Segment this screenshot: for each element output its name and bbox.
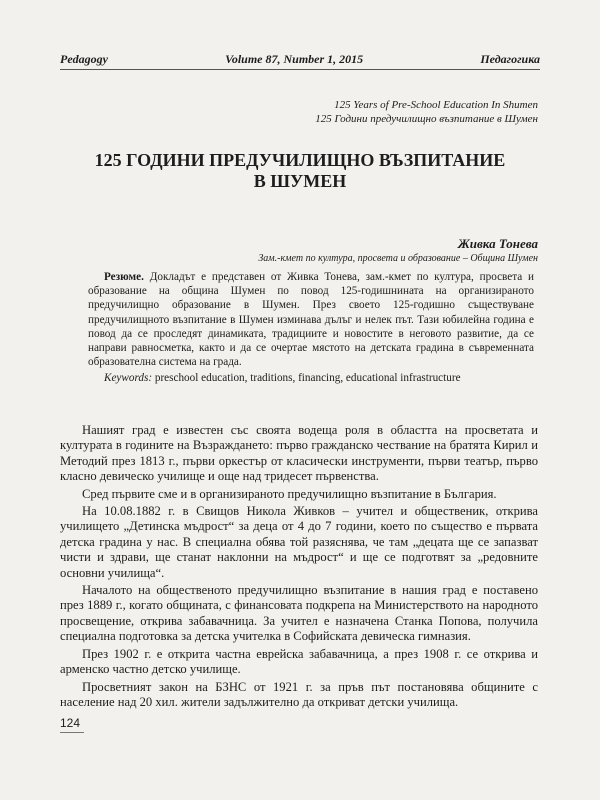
subtitle-block bbox=[315, 98, 538, 126]
article-body bbox=[60, 423, 538, 712]
header-journal-en: Pedagogy bbox=[60, 52, 108, 66]
body-paragraph: Нашият град е известен със своята водеща роля в областта на просветата и културата в годините на Възраждането: първо гражданско чествание на братята Кирил и Методий през 1813 г., първи оркестър от класически инструменти, първи театър, първо класно девическо училище и още над тридесет първенства. bbox=[60, 423, 538, 484]
author-affiliation: Зам.-кмет по култура, просвета и образование – Община Шумен bbox=[258, 253, 538, 264]
subtitle-bg: 125 Години предучилищно възпитание в Шумен bbox=[315, 113, 538, 125]
abstract-label: Резюме. bbox=[104, 271, 144, 283]
subtitle-en: 125 Years of Pre-School Education In Shumen bbox=[334, 99, 538, 111]
header-rule bbox=[60, 69, 540, 70]
body-paragraph: Просветният закон на БЗНС от 1921 г. за пръв път постановява общините с население над 20 хил. жители задължително да откриват детски училища. bbox=[60, 679, 538, 709]
abstract-text: Докладът е представен от Живка Тонева, зам.-кмет по култура, просвета и образование на община Шумен по повод 125-годишнината на организираното предучилищно образование в Шумен. През своето 125-годишно съществуване предучилищното възпитание в Шумен изминава дълъг и нелек път. Тази юбилейна година е повод да се проследят динамиката, традициите и новостите в неговото развитие, да се направи равносметка, както и да се очертае мястото на детската градина в съвременната образователна система на града. bbox=[88, 271, 534, 369]
title-line-2: В ШУМЕН bbox=[253, 171, 347, 191]
header-volume: Volume 87, Number 1, 2015 bbox=[225, 52, 364, 66]
abstract-paragraph bbox=[88, 270, 534, 369]
article-title bbox=[60, 150, 540, 192]
title-line-1: 125 ГОДИНИ ПРЕДУЧИЛИЩНО ВЪЗПИТАНИЕ bbox=[94, 150, 506, 170]
body-paragraph: Сред първите сме и в организираното предучилищно възпитание в България. bbox=[82, 486, 497, 501]
body-paragraph: През 1902 г. е открита частна еврейска забавачница, а през 1908 г. се открива и арменско частно детско училище. bbox=[60, 646, 538, 677]
keywords-text: preschool education, traditions, financing, educational infrastructure bbox=[154, 372, 461, 385]
author-name: Живка Тонева bbox=[457, 236, 538, 251]
keywords-line bbox=[88, 371, 534, 385]
running-header bbox=[60, 52, 540, 67]
body-paragraph: На 10.08.1882 г. в Свищов Никола Живков – учител и общественик, открива училището „Детинска мъдрост“ за деца от 4 до 7 години, което по същество е първата детска градина у нас. В специална обява той разяснява, че там „децата ще се запазват чисти и здрави, ще станат наклонни на мъдрост“ и ще се подготвят за „редовните основни училища“. bbox=[60, 504, 538, 580]
footer-rule bbox=[60, 732, 84, 733]
body-paragraph: Началото на общественото предучилищно възпитание в нашия град е поставено през 1889 г., когато общината, с финансовата подкрепа на Министерството на народното просвещение, открива забавачница. За учител е назначена Станка Попова, получила специална подготовка за детска учителка в Софийската девическа гимназия. bbox=[60, 583, 538, 644]
page-number: 124 bbox=[60, 716, 81, 730]
keywords-label: Keywords: bbox=[104, 372, 153, 385]
header-journal-bg: Педагогика bbox=[480, 52, 540, 66]
abstract bbox=[88, 270, 534, 386]
